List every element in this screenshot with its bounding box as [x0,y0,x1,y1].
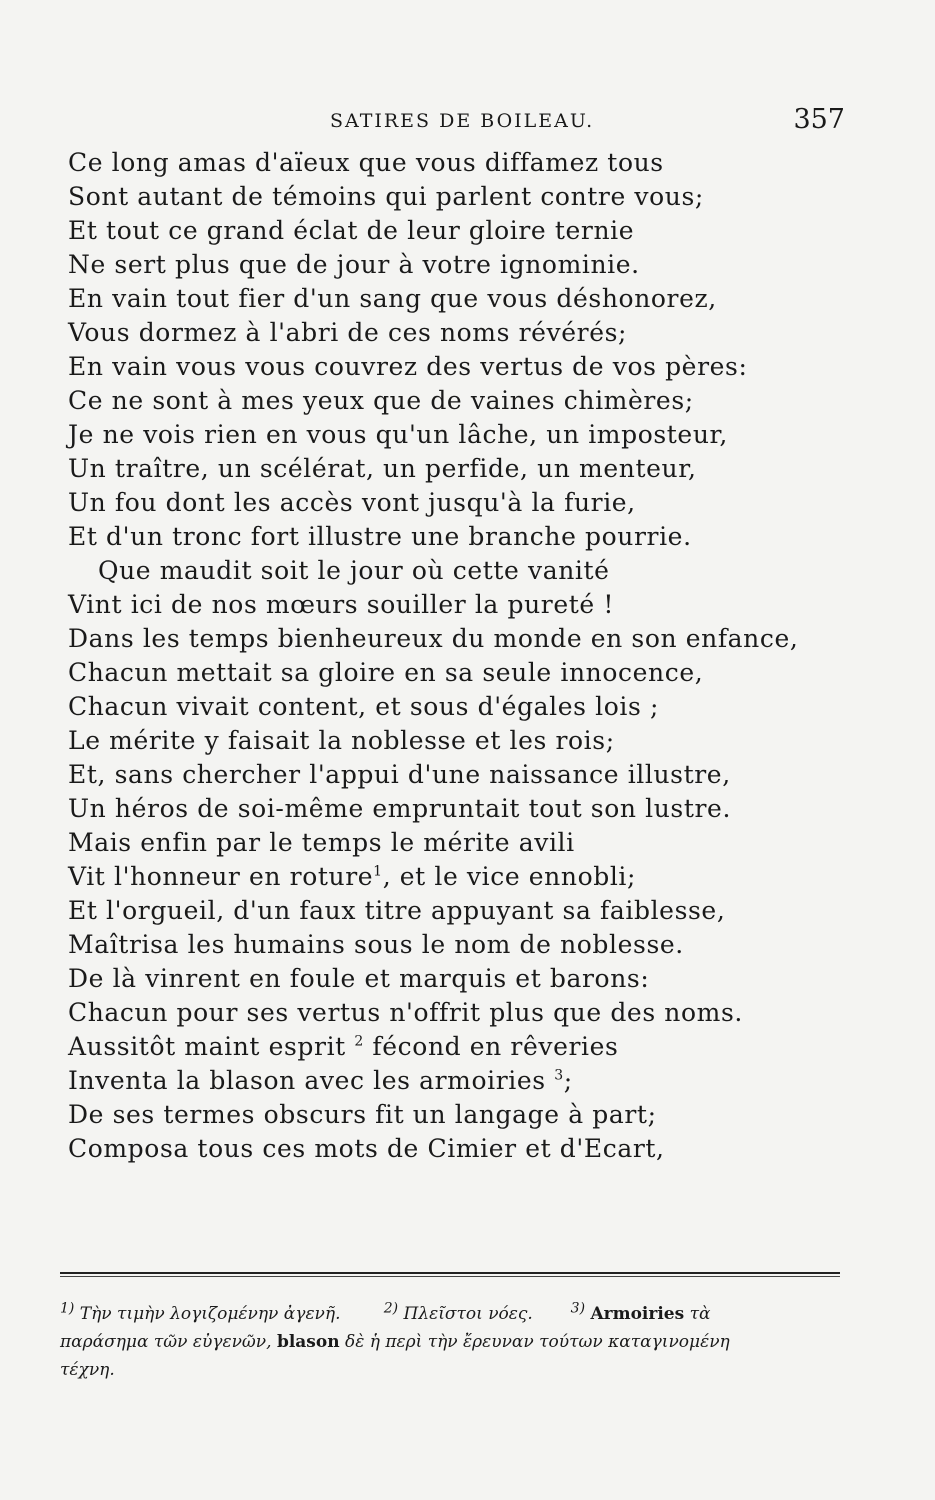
footnote-text: Τὴν τιμὴν λογιζομένην ἀγενῆ. [79,1304,341,1324]
footnote-ref: 3 [554,1067,564,1084]
verse-line [68,860,768,894]
verse-line: Chacun pour ses vertus n'offrit plus que des noms. [68,998,743,1027]
footnote-mark: 2) [383,1300,399,1317]
verse-line: Chacun vivait content, et sous d'égales lois ; [68,692,659,721]
verse-fragment: ; [563,1066,573,1095]
verse-line: De là vinrent en foule et marquis et barons: [68,964,650,993]
verse-fragment: fécond en rêveries [363,1032,619,1061]
verse-line: En vain vous vous couvrez des vertus de vos pères: [68,352,748,381]
verse-line: De ses termes obscurs fit un langage à part; [68,1100,657,1129]
verse-fragment: Vit l'honneur en roture [68,862,374,891]
verse-line: Un fou dont les accès vont jusqu'à la furie, [68,488,636,517]
verse-line: Sont autant de témoins qui parlent contre vous; [68,182,704,211]
verse-line: Dans les temps bienheureux du monde en son enfance, [68,624,799,653]
running-title: SATIRES DE BOILEAU. [330,110,595,132]
verse-line: Vous dormez à l'abri de ces noms révérés; [68,318,628,347]
verse-line: Mais enfin par le temps le mérite avili [68,828,575,857]
verse-fragment: , et le vice ennobli; [382,862,637,891]
verse-line: Vint ici de nos mœurs souiller la pureté ! [68,590,614,619]
verse-fragment: Aussitôt maint esprit [68,1032,346,1061]
footnote-ref: 2 [354,1033,364,1050]
footnote-mark: 3) [570,1300,586,1317]
show-through-text [780,160,788,188]
page-header [60,104,845,144]
verse-line: Chacun mettait sa gloire en sa seule innocence, [68,658,704,687]
verse-line: Un traître, un scélérat, un perfide, un menteur, [68,454,697,483]
footnote-term: blason [276,1332,340,1352]
verse-line: Composa tous ces mots de Cimier et d'Ecart, [68,1134,665,1163]
footnote-rule-thin [60,1276,840,1277]
page-number: 357 [793,104,845,135]
verse-line: Que maudit soit le jour où cette vanité [98,556,610,585]
verse-line [68,1030,768,1064]
verse-line [68,1064,768,1098]
footnote-line-1 [60,1300,850,1328]
verse-fragment: Inventa la blason avec les armoiries [68,1066,546,1095]
footnote-text: Πλεῖστοι νόες. [403,1304,533,1324]
footnote-text: δὲ ἡ περὶ τὴν ἔρευναν τούτων καταγινομένη [344,1332,730,1352]
verse-line: Et, sans chercher l'appui d'une naissance illustre, [68,760,731,789]
footnote-line-3: τέχνη. [60,1360,115,1380]
verse-line: En vain tout fier d'un sang que vous déshonorez, [68,284,717,313]
verse-line: Maîtrisa les humains sous le nom de noblesse. [68,930,684,959]
verse-line: Ce long amas d'aïeux que vous diffamez tous [68,148,664,177]
footnote-mark: 1) [60,1300,75,1317]
footnote-label: Armoiries [590,1304,685,1324]
verse-line: Un héros de soi-même empruntait tout son lustre. [68,794,731,823]
verse-line: Ne sert plus que de jour à votre ignominie. [68,250,640,279]
footnotes [60,1300,850,1384]
verse-line: Et l'orgueil, d'un faux titre appuyant sa faiblesse, [68,896,726,925]
footnote-rule [60,1272,840,1274]
verse-line: Et tout ce grand éclat de leur gloire ternie [68,216,635,245]
footnote-ref: 1 [373,863,383,880]
footnote-text: τὰ [689,1304,711,1324]
footnote-line-2 [60,1328,850,1356]
verse-block [68,146,799,1166]
verse-line: Je ne vois rien en vous qu'un lâche, un imposteur, [68,420,728,449]
verse-line: Et d'un tronc fort illustre une branche pourrie. [68,522,692,551]
footnote-text: παράσημα τῶν εὐγενῶν, [60,1332,272,1352]
verse-line: Ce ne sont à mes yeux que de vaines chimères; [68,386,694,415]
verse-line: Le mérite y faisait la noblesse et les rois; [68,726,615,755]
